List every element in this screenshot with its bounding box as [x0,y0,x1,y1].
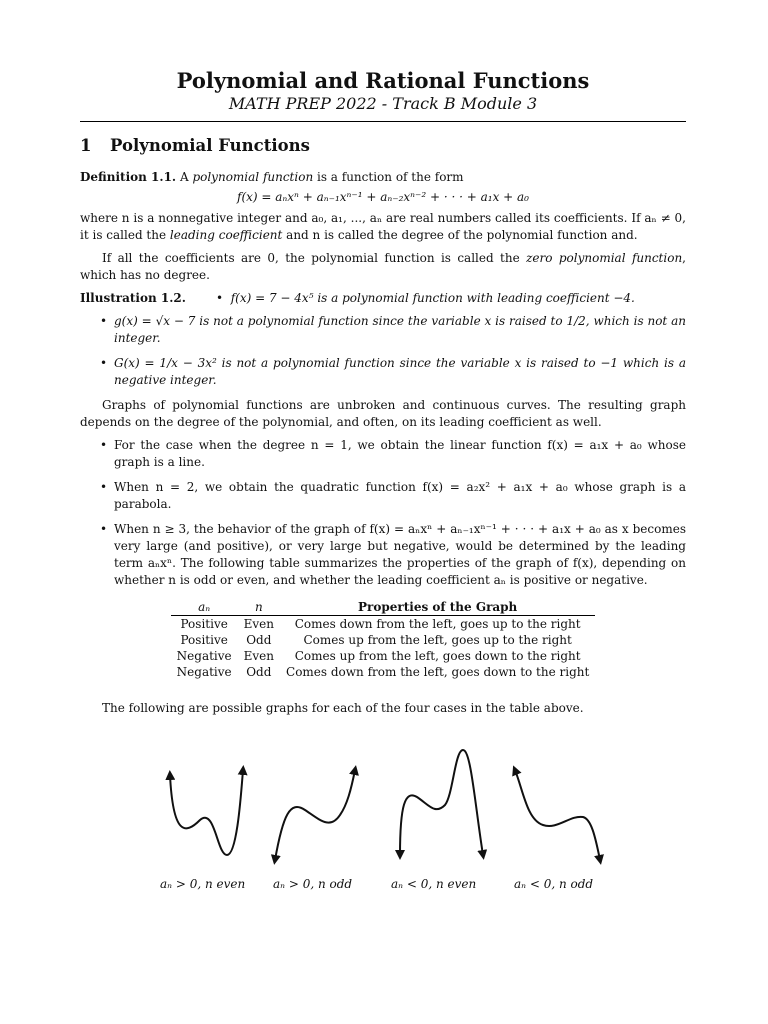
definition-paragraph [80,169,686,186]
zero-polynomial-term: zero polynomial function [526,251,683,266]
section-title: Polynomial Functions [110,136,310,156]
bullet: • [100,356,108,371]
table-row [171,664,596,680]
illustration-bullet: • [216,291,231,306]
section-heading [80,136,686,155]
graph-positive-odd [275,770,355,860]
table-cell: Odd [246,633,272,648]
page-title: Polynomial and Rational Functions [176,68,590,93]
definition-label: Definition 1.1. [80,170,177,185]
case-text: When n = 2, we obtain the quadratic function f(x) = a₂x² + a₁x + a₀ whose graph is a parabola. [114,480,686,512]
definition-text-a: A [179,170,193,185]
graph-negative-odd [515,770,600,860]
section-number: 1 [80,136,92,156]
zero-text-b: , which has no degree. [80,251,686,283]
polynomial-formula: f(x) = aₙxⁿ + aₙ₋₁xⁿ⁻¹ + aₙ₋₂xⁿ⁻² + · · · + a₁x + a₀ [237,190,529,205]
bullet: • [100,438,108,453]
table-header: aₙ [171,599,238,616]
page-body [80,68,686,717]
table-cell: Negative [176,649,232,664]
table-cell: Negative [176,665,232,680]
table-header: Properties of the Graph [280,599,595,616]
table-cell: Comes up from the left, goes down to the right [294,649,581,664]
graph-caption: aₙ > 0, n even [160,877,246,891]
bullet: • [100,522,108,537]
definition-term: polynomial function [192,170,314,185]
table-header-row [171,599,596,616]
title-rule [80,121,686,122]
table-cell: Comes up from the left, goes up to the right [303,633,572,648]
illustration-item [80,355,686,389]
illustration-item [80,313,686,347]
table-row [171,632,596,648]
graph-caption: aₙ < 0, n even [391,877,477,891]
illustration-list [80,313,686,389]
case-text: For the case when the degree n = 1, we obtain the linear function f(x) = a₁x + a₀ whose graph is a line. [114,438,686,470]
coefficient-paragraph [80,210,686,244]
end-behavior-graphs [155,745,615,895]
bullet: • [100,480,108,495]
zero-polynomial-paragraph [80,250,686,284]
page-subtitle: MATH PREP 2022 - Track B Module 3 [228,94,538,114]
table-header: n [238,599,280,616]
leading-coefficient-term: leading coefficient [169,228,283,243]
case-item [80,479,686,513]
graph-negative-even [400,750,483,855]
illustration-label: Illustration 1.2. [80,291,186,306]
case-text: When n ≥ 3, the behavior of the graph of f(x) = aₙxⁿ + aₙ₋₁xⁿ⁻¹ + · · · + a₁x + a₀ as x becomes very large (and positive), or very large but negative, would be determined by the leading term aₙxⁿ. The following table summarizes the properties of the graph of f(x), depending on whether n is odd or even, and whether the leading coefficient aₙ is positive or negative. [114,522,686,588]
graphs-paragraph: The following are possible graphs for each of the four cases in the table above. [102,701,584,716]
illustration-item-text: g(x) = √x − 7 is not a polynomial function since the variable x is raised to 1/2, which is not an integer. [114,314,686,346]
table-row [171,616,596,633]
degree-cases-list [80,437,686,589]
table-row [171,648,596,664]
table-cell: Even [243,617,275,632]
table-cell: Even [243,649,275,664]
case-item [80,437,686,471]
definition-text-b: is a function of the form [313,170,464,185]
illustration-item-text: G(x) = 1/x − 3x² is not a polynomial function since the variable x is raised to −1 which is a negative integer. [114,356,686,388]
bullet: • [100,314,108,329]
zero-text-a: If all the coefficients are 0, the polynomial function is called the [102,251,527,266]
illustration-first-line [80,290,686,307]
end-behavior-table [171,599,596,680]
case-item [80,521,686,589]
table-cell: Positive [180,617,228,632]
coefficient-text-b: and n is called the degree of the polynomial function and. [282,228,638,243]
graph-caption: aₙ < 0, n odd [514,877,594,891]
table-cell: Odd [246,665,272,680]
graphs-intro-paragraph: Graphs of polynomial functions are unbroken and continuous curves. The resulting graph depends on the degree of the polynomial, and often, on its leading coefficient as well. [80,398,686,430]
graph-caption: aₙ > 0, n odd [273,877,353,891]
illustration-item: f(x) = 7 − 4x⁵ is a polynomial function with leading coefficient −4. [230,291,635,306]
table-cell: Comes down from the left, goes up to the right [294,617,581,632]
coefficient-text-a: where n is a nonnegative integer and a₀, a₁, ..., aₙ are real numbers called its coefficients. If aₙ ≠ 0, it is called the [80,211,686,243]
table-cell: Comes down from the left, goes down to the right [286,665,590,680]
graph-positive-even [170,770,243,855]
table-cell: Positive [180,633,228,648]
